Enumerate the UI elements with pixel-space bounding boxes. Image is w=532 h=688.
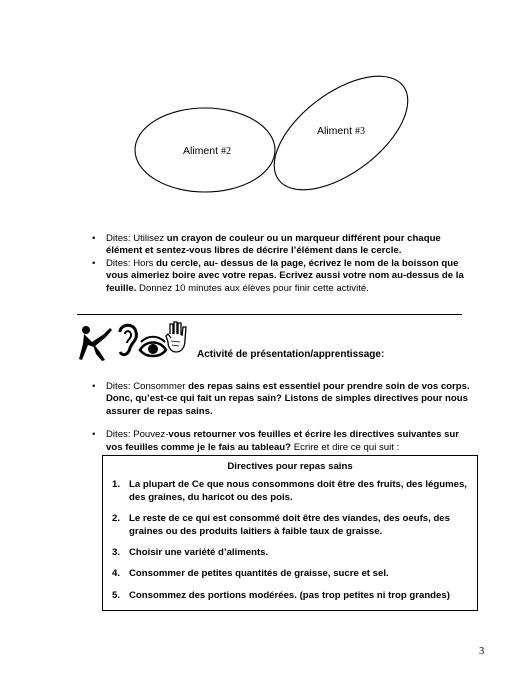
guideline-number: 2. <box>112 513 121 525</box>
bullet-item <box>92 233 472 258</box>
guideline-item <box>103 590 477 602</box>
guideline-number: 3. <box>112 547 121 559</box>
activity-title: Activité de présentation/apprentissage: <box>197 349 385 360</box>
guideline-number: 1. <box>112 479 121 491</box>
guideline-item <box>103 568 477 580</box>
guideline-text: Consommez des portions modérées. (pas trop petites ni trop grandes) <box>129 589 450 601</box>
ear-icon <box>120 325 136 354</box>
bullet-text: vous retourner vos feuilles et écrire les directives suivantes sur vos feuilles comme je le fais au tableau? <box>106 429 459 453</box>
section-divider <box>77 314 462 315</box>
bullet-text: des repas sains est essentiel pour prendre soin de vos corps. Donc, qu’est-ce qui fait un repas sain? Listons de simples directives pour nous assurer de repas sains. <box>106 381 470 417</box>
guideline-text: Choisir une variété d’aliments. <box>129 547 269 559</box>
guideline-number: 4. <box>112 568 121 580</box>
learning-style-icons <box>78 320 188 364</box>
page-number: 3 <box>479 646 485 657</box>
bullet-text: Dites: Consommer <box>106 381 189 392</box>
bullet-text: Donnez 10 minutes aux élèves pour finir cette activité. <box>136 282 369 294</box>
bullet-item <box>92 429 472 454</box>
guidelines-list <box>103 479 477 602</box>
guideline-item <box>103 547 477 559</box>
bullet-item <box>92 258 472 295</box>
guidelines-box <box>102 455 478 611</box>
eye-icon <box>140 337 166 356</box>
instruction-bullets-top <box>92 233 472 295</box>
guideline-text: Consommer de petites quantités de graisse, sucre et sel. <box>129 568 389 580</box>
bullet-text: Dites: Pouvez- <box>106 429 169 441</box>
guideline-text: La plupart de Ce que nous consommons doit être des fruits, des légumes, des graines, du haricot ou des pois. <box>129 479 467 503</box>
guideline-text: Le reste de ce qui est consommé doit être des viandes, des oeufs, des graines ou des produits laitiers à faible taux de graisse. <box>129 513 450 537</box>
oval-label-aliment-3: Aliment #3 <box>317 125 365 137</box>
runner-icon <box>79 326 112 361</box>
guidelines-title: Directives pour repas sains <box>227 461 353 472</box>
oval-label-aliment-2: Aliment #2 <box>183 145 231 157</box>
bullet-text: Ecrire et dire ce qui suit : <box>291 441 400 453</box>
bullet-text: Dites: Hors <box>106 257 157 269</box>
instruction-bullets-mid <box>92 381 472 454</box>
bullet-item <box>92 381 472 418</box>
bullet-text: du cercle, au- dessus de la page, écrivez le nom de la boisson que vous aimeriez boire avec votre repas. Ecrivez aussi votre nom au-dessus de la feuille. <box>106 257 464 294</box>
bullet-text: Dites: Utilisez <box>106 233 167 244</box>
guideline-number: 5. <box>112 589 121 601</box>
hand-icon <box>166 322 186 352</box>
guideline-item <box>103 479 477 504</box>
guideline-item <box>103 513 477 538</box>
bullet-text: un crayon de couleur ou un marqueur différent pour chaque élément et sentez-vous libres de décrire l’élément dans le cercle. <box>106 233 441 257</box>
